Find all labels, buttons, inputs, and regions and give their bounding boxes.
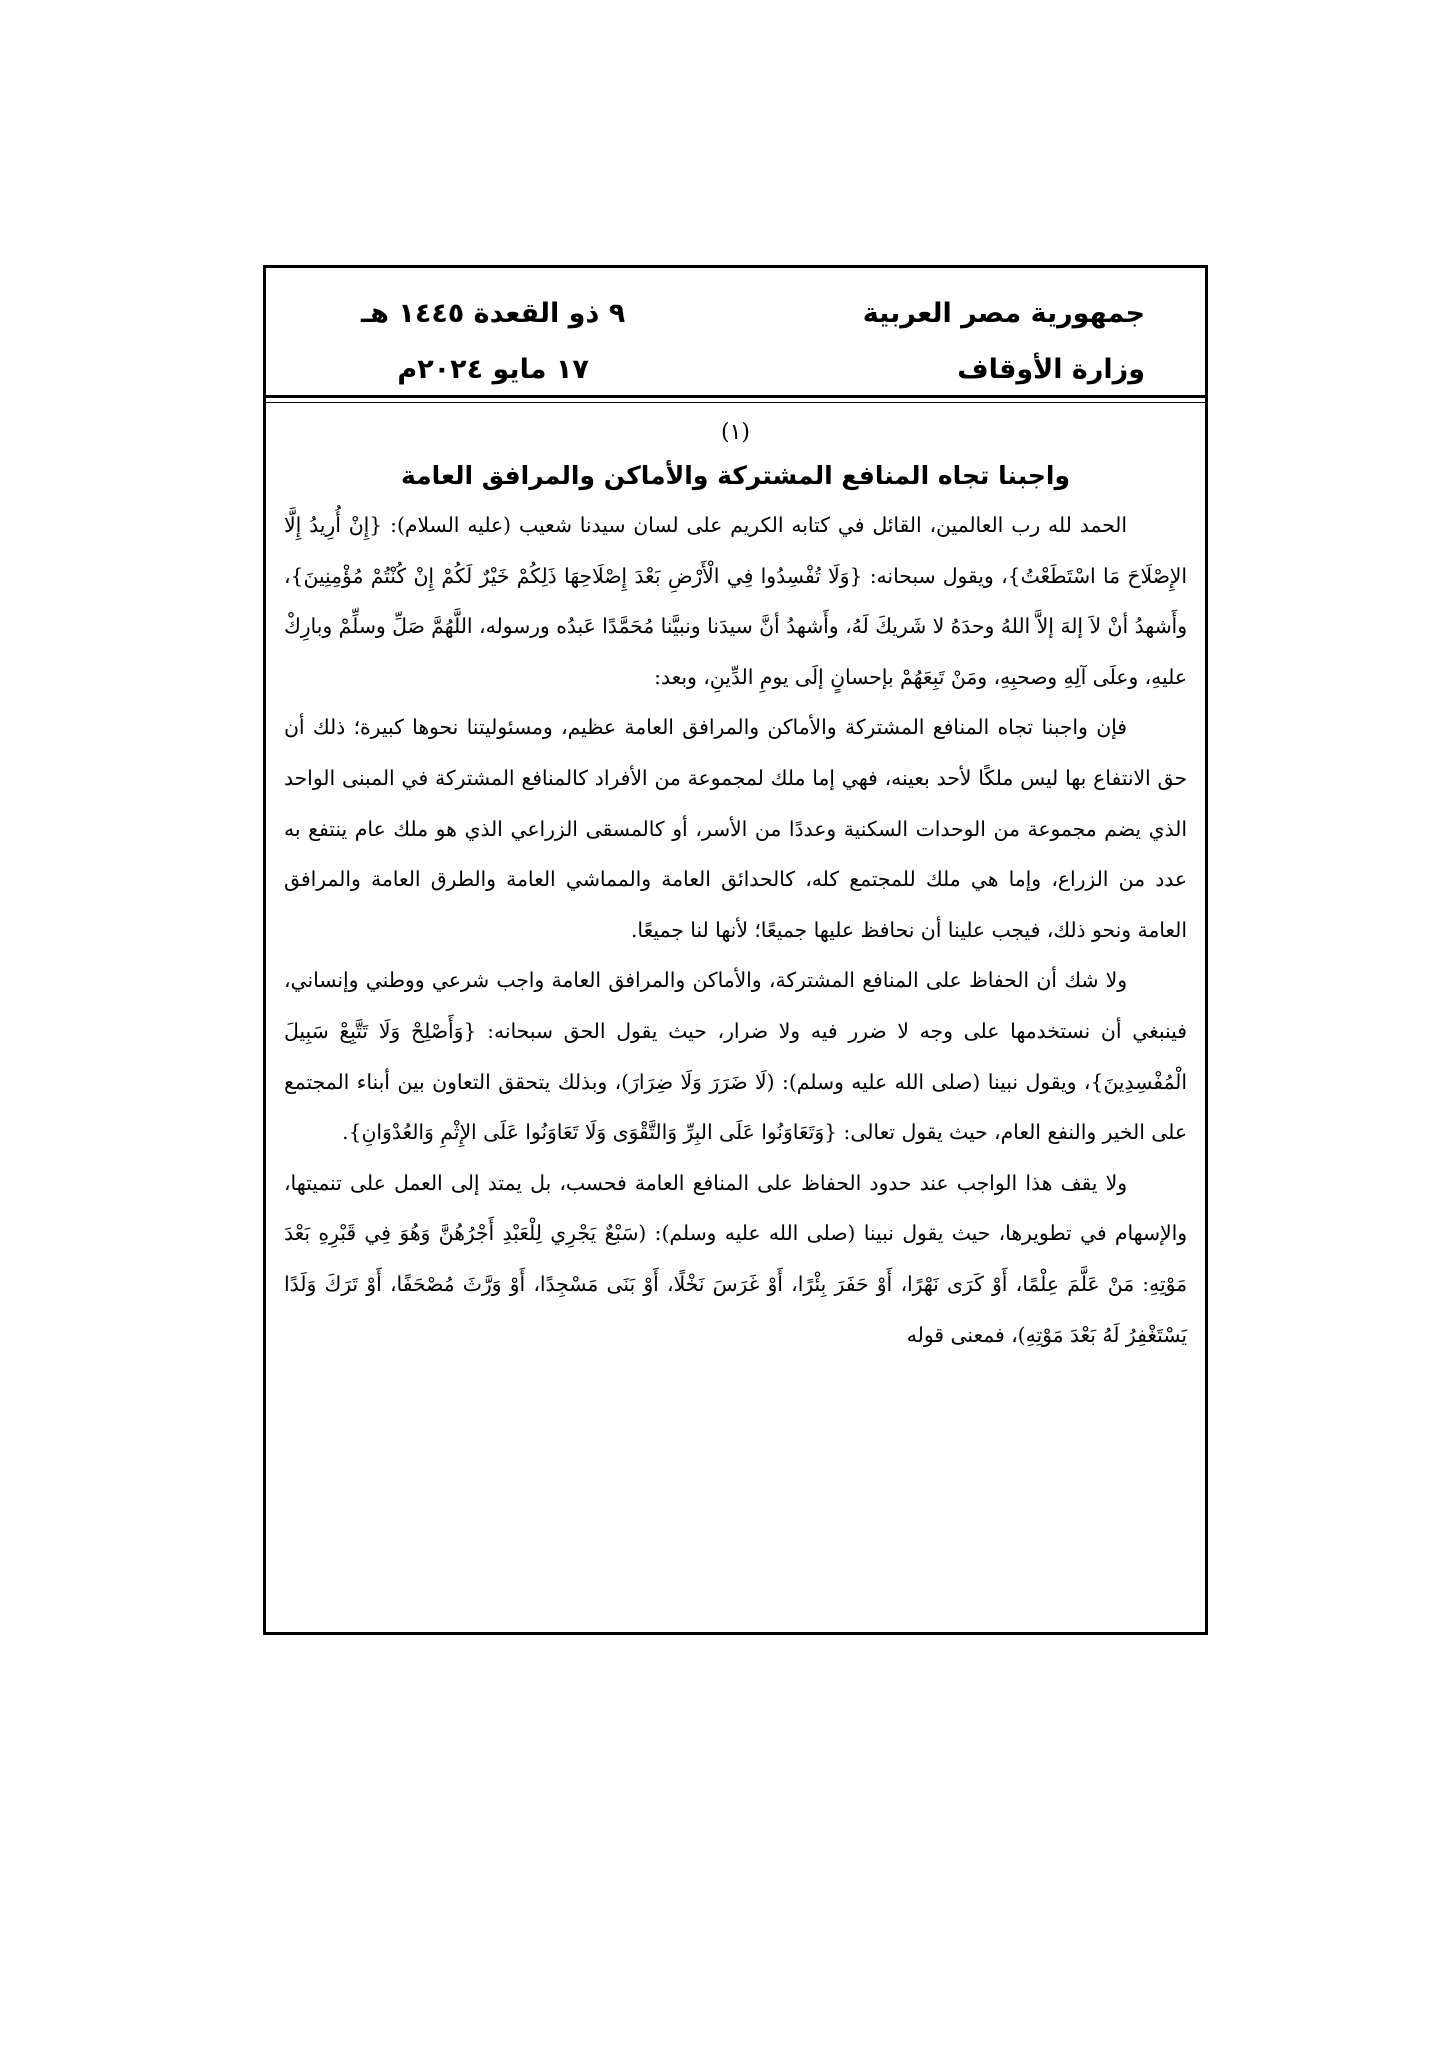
paragraph: فإن واجبنا تجاه المنافع المشتركة والأماكن والمرافق العامة عظيم، ومسئوليتنا نحوها كبيرة؛ ذلك أن حق الانتفاع بها ليس ملكًا لأحد بعينه، فهي إما ملك لمجموعة من الأفراد كالمنافع المشتركة في المبنى الواحد الذي يضم مجموعة من الوحدات السكنية وعددًا من الأسر، أو كالمسقى الزراعي الذي هو ملك عام ينتفع به عدد من الزراع، وإما هي ملك للمجتمع كله، كالحدائق العامة والمماشي العامة والطرق العامة والمرافق العامة ونحو ذلك، فيجب علينا أن نحافظ عليها جميعًا؛ لأنها لنا جميعًا. bbox=[284, 715, 1187, 942]
paragraph: ولا يقف هذا الواجب عند حدود الحفاظ على المنافع العامة فحسب، بل يمتد إلى العمل على تنميتها، والإسهام في تطويرها، حيث يقول نبينا (صلى الله عليه وسلم): (سَبْعٌ يَجْرِي لِلْعَبْدِ أَجْرُهُنَّ وَهُوَ فِي قَبْرِهِ بَعْدَ مَوْتِهِ: مَنْ عَلَّمَ عِلْمًا، أَوْ كَرَى نَهْرًا، أَوْ حَفَرَ بِئْرًا، أَوْ غَرَسَ نَخْلًا، أَوْ بَنَى مَسْجِدًا، أَوْ وَرَّثَ مُصْحَفًا، أَوْ تَرَكَ وَلَدًا يَسْتَغْفِرُ لَهُ بَعْدَ مَوْتِهِ)، فمعنى قوله bbox=[284, 1170, 1187, 1347]
document-frame bbox=[263, 265, 1208, 1635]
header-ministry: وزارة الأوقاف bbox=[957, 354, 1145, 385]
page-number: (١) bbox=[720, 420, 750, 445]
header-country: جمهورية مصر العربية bbox=[862, 298, 1145, 329]
header-divider bbox=[266, 402, 1205, 403]
header-gregorian-date: ١٧ مايو ٢٠٢٤م bbox=[397, 354, 589, 385]
header-issuer bbox=[863, 286, 1145, 398]
document-title: واجبنا تجاه المنافع المشتركة والأماكن والمرافق العامة bbox=[400, 461, 1071, 490]
paragraph: ولا شك أن الحفاظ على المنافع المشتركة، والأماكن والمرافق العامة واجب شرعي ووطني وإنساني، فينبغي أن نستخدمها على وجه لا ضرر فيه ولا ضرار، حيث يقول الحق سبحانه: {وَأَصْلِحْ وَلَا تَتَّبِعْ سَبِيلَ الْمُفْسِدِينَ}، ويقول نبينا (صلى الله عليه وسلم): (لَا ضَرَرَ وَلَا ضِرَارَ)، وبذلك يتحقق التعاون بين أبناء المجتمع على الخير والنفع العام، حيث يقول تعالى: {وَتَعَاوَنُوا عَلَى البِرِّ وَالتَّقْوَى وَلَا تَعَاوَنُوا عَلَى الإِثْمِ وَالعُدْوَانِ}. bbox=[284, 968, 1187, 1145]
paragraph: الحمد لله رب العالمين، القائل في كتابه الكريم على لسان سيدنا شعيب (عليه السلام): {إِنْ أُرِيدُ إِلَّا الإِصْلَاحَ مَا اسْتَطَعْتُ}، ويقول سبحانه: {وَلَا تُفْسِدُوا فِي الْأَرْضِ بَعْدَ إِصْلَاحِهَا ذَلِكُمْ خَيْرٌ لَكُمْ إِنْ كُنْتُمْ مُؤْمِنِينَ}، وأَشهدُ أنْ لاَ إلهَ إلاَّ اللهُ وحدَهُ لا شَريكَ لَهُ، وأَشهدُ أنَّ سيدَنا ونبيَّنا مُحَمَّدًا عَبدُه ورسوله، اللَّهُمَّ صَلِّ وسلِّمْ وبارِكْ عليهِ، وعلَى آلِهِ وصحبِهِ، ومَنْ تَبِعَهُمْ بإحسانٍ إلَى يومِ الدِّينِ، وبعد: bbox=[284, 513, 1187, 689]
document-body bbox=[266, 416, 1205, 1360]
header-hijri-date: ٩ ذو القعدة ١٤٤٥ هـ bbox=[361, 298, 626, 329]
document-header bbox=[266, 268, 1205, 398]
header-date bbox=[361, 286, 625, 398]
